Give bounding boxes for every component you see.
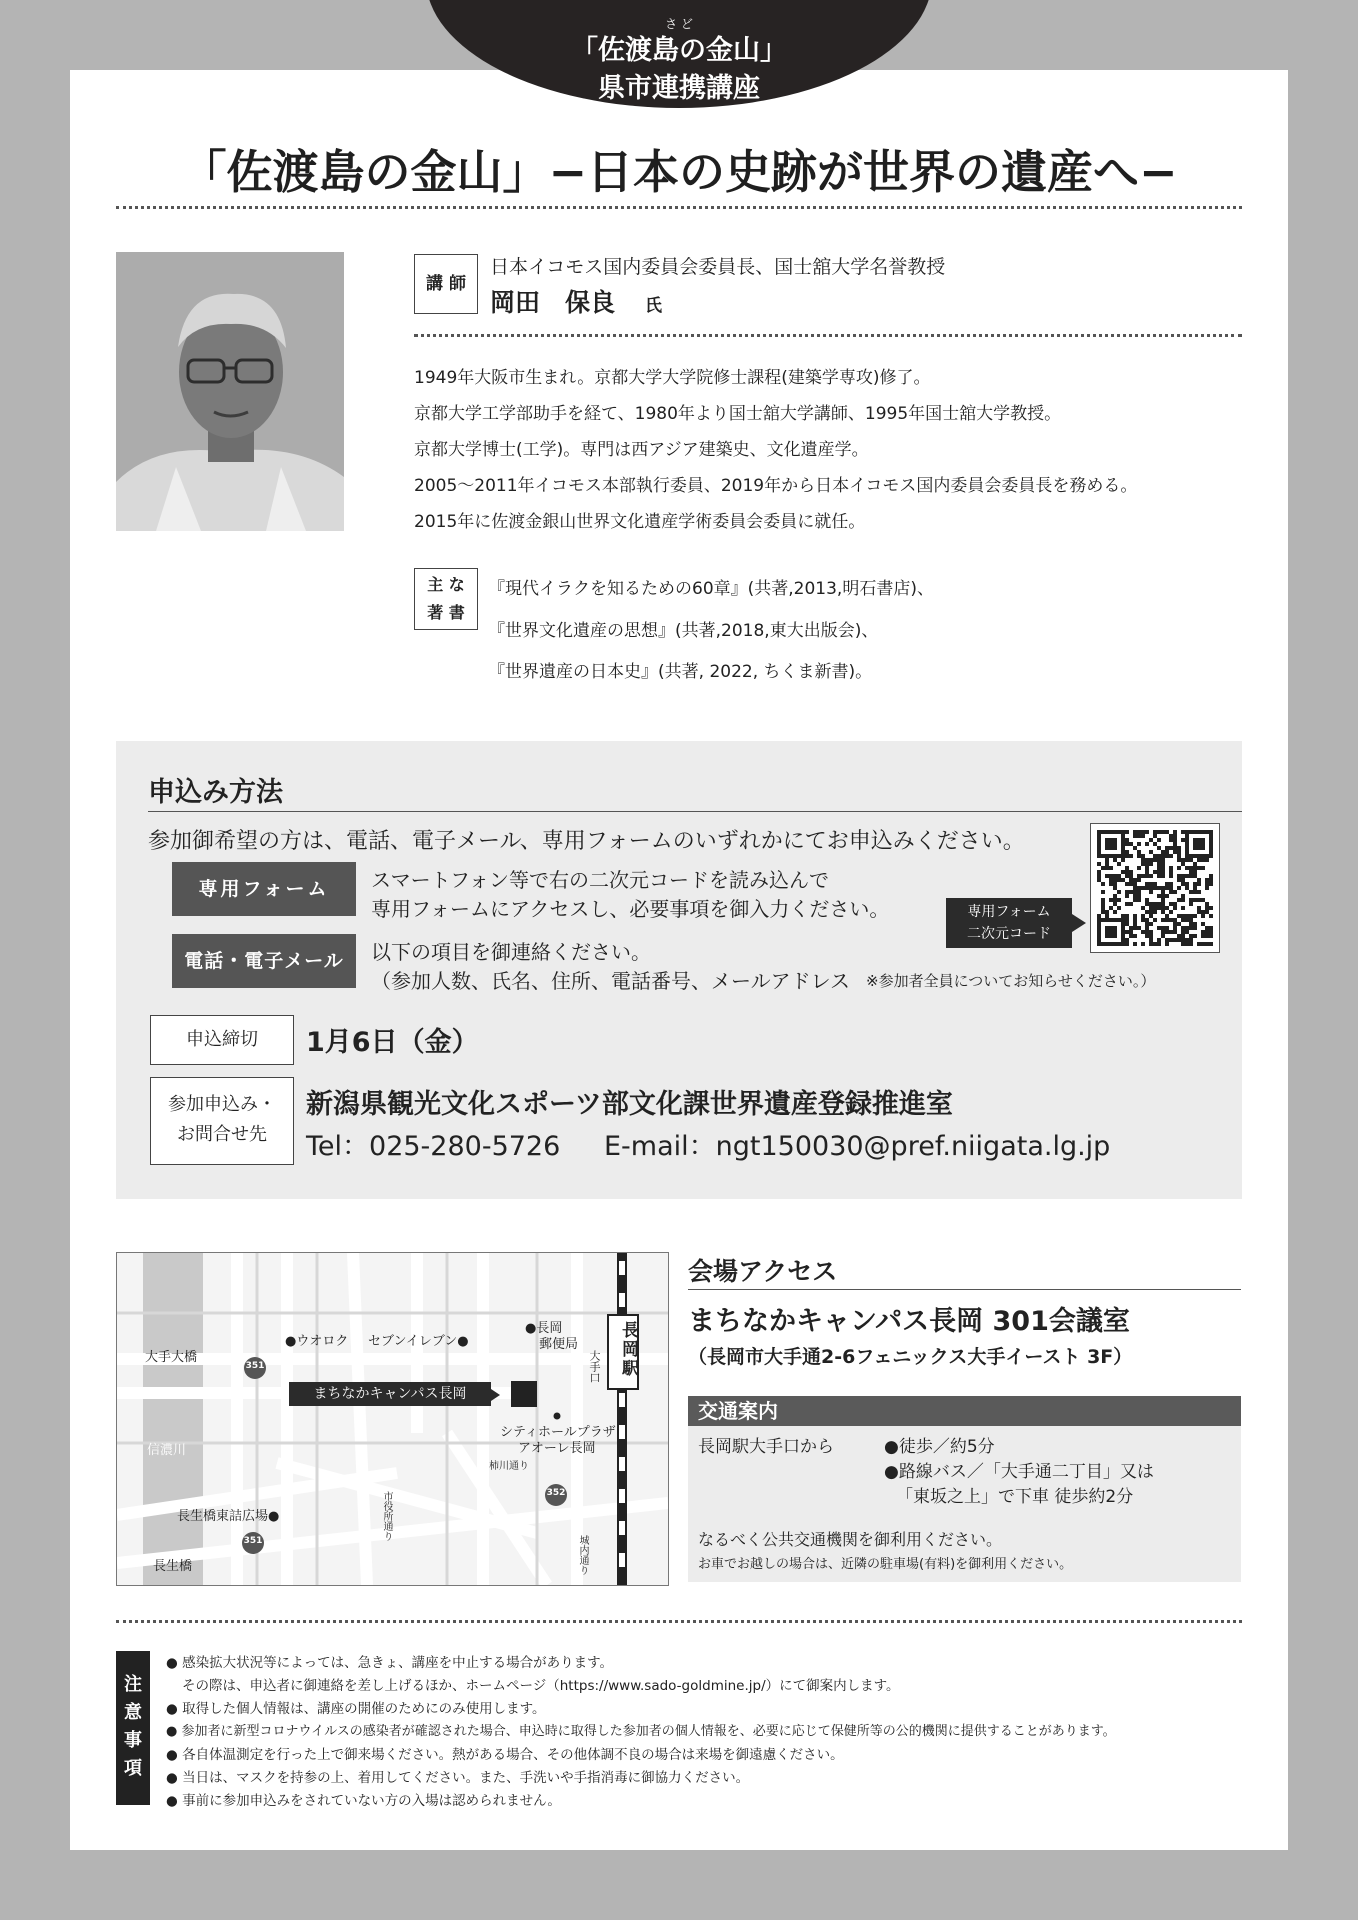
venue-map-label: まちなかキャンパス長岡 bbox=[289, 1382, 491, 1406]
map-label: 市役所通り bbox=[381, 1491, 392, 1541]
notice-tab-char: 意 bbox=[124, 1702, 142, 1723]
qr-code[interactable] bbox=[1090, 823, 1220, 953]
map-label: シティホールプラザ bbox=[500, 1425, 616, 1440]
lecturer-affiliation: 日本イコモス国内委員会委員長、国士舘大学名誉教授 bbox=[490, 256, 946, 278]
map-label: 大手大橋 bbox=[145, 1350, 198, 1365]
bio-line: 京都大学博士(工学)。専門は西アジア建築史、文化遺産学。 bbox=[414, 440, 869, 460]
works-label-line: 主 な bbox=[427, 575, 465, 594]
application-intro: 参加御希望の方は、電話、電子メール、専用フォームのいずれかにてお申込みください。 bbox=[148, 829, 1025, 854]
form-method-line: 専用フォームにアクセスし、必要事項を御入力ください。 bbox=[371, 897, 890, 921]
map-label: アオーレ長岡 bbox=[518, 1441, 596, 1456]
contact-note: ※参加者全員についてお知らせください。） bbox=[866, 972, 1156, 990]
bio-line: 2015年に佐渡金銀山世界文化遺産学術委員会委員に就任。 bbox=[414, 512, 866, 532]
map-label: セブンイレブン● bbox=[368, 1334, 469, 1349]
badge-line-1: 「佐渡島の金山」 bbox=[571, 35, 787, 66]
works-label-line: 著 書 bbox=[427, 603, 465, 622]
deadline-date: 1月6日（金） bbox=[306, 1027, 479, 1058]
venue-map-label-arrow bbox=[491, 1389, 500, 1401]
bio-line: 京都大学工学部助手を経て、1980年より国士舘大学講師、1995年国士舘大学教授。 bbox=[414, 404, 1062, 424]
inquiry-label-line: 参加申込み・ bbox=[168, 1094, 276, 1115]
works-item: 『世界文化遺産の思想』(共著,2018,東大出版会)、 bbox=[488, 621, 879, 641]
route-number: 352 bbox=[546, 1488, 566, 1498]
badge-line-2: 県市連携講座 bbox=[598, 73, 760, 104]
map-label: 長生橋 bbox=[153, 1559, 193, 1574]
transport-walk: ●徒歩／約5分 bbox=[884, 1437, 995, 1457]
access-heading: 会場アクセス bbox=[688, 1257, 838, 1286]
station-label: 長岡駅 bbox=[618, 1321, 638, 1378]
notice-item: ● 各自体温測定を行った上で御来場ください。熱がある場合、その他体調不良の場合は来場を御遠慮ください。 bbox=[166, 1747, 844, 1763]
notice-item: その際は、申込者に御連絡を差し上げるほか、ホームページ（https://www.sado-goldmine.jp/）にて御案内します。 bbox=[182, 1678, 900, 1694]
notice-item: ● 感染拡大状況等によっては、急きょ、講座を中止する場合があります。 bbox=[166, 1655, 613, 1671]
notice-item: ● 事前に参加申込みをされていない方の入場は認められません。 bbox=[166, 1793, 561, 1809]
map-label: ●ウオロク bbox=[285, 1334, 349, 1349]
contact-method-line: （参加人数、氏名、住所、電話番号、メールアドレス bbox=[371, 969, 850, 993]
bio-line: 1949年大阪市生まれ。京都大学大学院修士課程(建築学専攻)修了。 bbox=[414, 368, 931, 388]
route-number: 351 bbox=[243, 1536, 263, 1546]
qr-callout-line: 専用フォーム bbox=[967, 904, 1051, 920]
notice-item: ● 取得した個人情報は、講座の開催のためにのみ使用します。 bbox=[166, 1701, 546, 1717]
series-badge bbox=[426, 0, 932, 108]
notice-tab-char: 項 bbox=[124, 1758, 142, 1779]
access-heading-rule bbox=[688, 1289, 1241, 1290]
lecturer-divider bbox=[414, 334, 1242, 337]
map-label: 柿川通り bbox=[489, 1461, 529, 1472]
venue-map bbox=[116, 1252, 669, 1586]
page-title: 「佐渡島の金山」−日本の史跡が世界の遺産へ− bbox=[180, 145, 1178, 199]
transport-from: 長岡駅大手口から bbox=[698, 1437, 834, 1457]
public-transport-note: なるべく公共交通機関を御利用ください。 bbox=[698, 1530, 1003, 1549]
works-item: 『現代イラクを知るための60章』(共著,2013,明石書店)、 bbox=[488, 579, 934, 599]
lecturer-photo bbox=[116, 252, 344, 531]
river-shinano bbox=[143, 1253, 203, 1585]
route-number: 351 bbox=[245, 1361, 265, 1371]
office-email[interactable]: E-mail：ngt150030@pref.niigata.lg.jp bbox=[604, 1131, 1111, 1162]
map-label: 郵便局 bbox=[539, 1337, 579, 1352]
transport-bus: ●路線バス／「大手通二丁目」又は bbox=[884, 1462, 1154, 1482]
office-tel[interactable]: Tel：025-280-5726 bbox=[306, 1131, 561, 1162]
notice-tab bbox=[116, 1651, 150, 1805]
notice-item: ● 参加者に新型コロナウイルスの感染者が確認された場合、申込時に取得した参加者の個人情報を、必要に応じて保健所等の公的機関に提供することがあります。 bbox=[166, 1724, 1116, 1739]
notice-item: ● 当日は、マスクを持参の上、着用してください。また、手洗いや手指消毒に御協力ください。 bbox=[166, 1770, 750, 1786]
office-name: 新潟県観光文化スポーツ部文化課世界遺産登録推進室 bbox=[306, 1089, 953, 1120]
qr-callout-arrow bbox=[1072, 914, 1086, 932]
notice-tab-char: 注 bbox=[124, 1674, 142, 1695]
qr-callout bbox=[946, 898, 1072, 948]
map-label: ●長岡 bbox=[525, 1321, 563, 1336]
application-heading-rule bbox=[148, 811, 1242, 812]
lecturer-label: 講 師 bbox=[414, 254, 478, 314]
lecturer-name: 岡田 保良 bbox=[490, 288, 616, 317]
parking-note: お車でお越しの場合は、近隣の駐車場(有料)を御利用ください。 bbox=[698, 1557, 1073, 1572]
notice-tab-char: 事 bbox=[124, 1730, 142, 1751]
badge-ruby: さ ど bbox=[665, 17, 693, 31]
notice-divider bbox=[116, 1620, 1242, 1623]
venue-name: まちなかキャンパス長岡 301会議室 bbox=[688, 1306, 1130, 1337]
qr-callout-line: 二次元コード bbox=[967, 926, 1051, 942]
works-item: 『世界遺産の日本史』(共著, 2022, ちくま新書)。 bbox=[488, 662, 873, 682]
contact-method-tag: 電話・電子メール bbox=[172, 934, 356, 988]
map-label: 信濃川 bbox=[147, 1443, 187, 1458]
form-method-tag: 専用フォーム bbox=[172, 862, 356, 916]
works-label bbox=[414, 568, 478, 630]
application-heading: 申込み方法 bbox=[148, 777, 283, 808]
inquiry-label bbox=[150, 1077, 294, 1165]
map-label: 長生橋東詰広場● bbox=[177, 1509, 280, 1524]
transport-bus-stop: 「東坂之上」で下車 徒歩約2分 bbox=[896, 1487, 1134, 1507]
venue-address: （長岡市大手通2-6フェニックス大手イースト 3F） bbox=[688, 1346, 1133, 1368]
contact-method-line: 以下の項目を御連絡ください。 bbox=[371, 940, 651, 964]
transport-heading: 交通案内 bbox=[688, 1396, 1241, 1426]
map-label: 城内通り bbox=[577, 1535, 588, 1575]
form-method-line: スマートフォン等で右の二次元コードを読み込んで bbox=[371, 868, 829, 892]
deadline-label: 申込締切 bbox=[150, 1015, 294, 1065]
title-divider bbox=[116, 206, 1242, 209]
inquiry-label-line: お問合せ先 bbox=[177, 1124, 267, 1145]
venue-marker bbox=[511, 1381, 537, 1407]
map-label: 大手口 bbox=[588, 1350, 601, 1383]
bio-line: 2005～2011年イコモス本部執行委員、2019年から日本イコモス国内委員会委員長を務める。 bbox=[414, 476, 1138, 496]
lecturer-honorific: 氏 bbox=[645, 296, 662, 316]
